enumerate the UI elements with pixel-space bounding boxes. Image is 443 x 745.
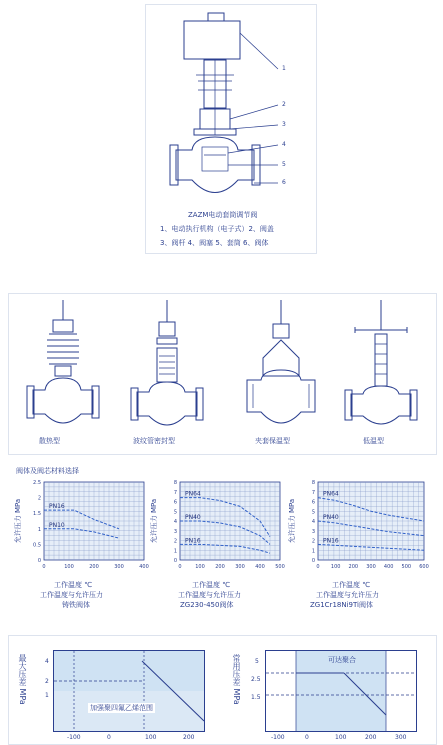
chart2-caption1: 工作温度与允许压力	[316, 591, 379, 599]
chart1-ylabel: 允许压力 MPa	[150, 498, 158, 544]
chart0-ytick: 0.5	[33, 542, 41, 549]
chart1-xtick: 400	[255, 564, 265, 570]
chart2-ytick: 1	[311, 548, 315, 555]
chart1-xtick: 100	[195, 564, 205, 570]
chart0-xtick: 200	[89, 564, 99, 570]
bottom-left-xtick-0: -100	[67, 734, 81, 741]
variant-label-radiator: 散热型	[39, 437, 60, 445]
chart1-caption2: ZG230-450阀体	[180, 601, 234, 609]
chart0-series-label: PN16	[49, 503, 65, 511]
diagram-legend-line2: 3、阀杆 4、阀塞 5、套筒 6、阀体	[160, 239, 269, 247]
chart2-ytick: 2	[311, 538, 315, 545]
chart0-ytick: 1	[37, 526, 41, 533]
chart1-xtick: 500	[275, 564, 285, 570]
diagram-legend-line1: 1、电动执行机构（电子式）2、阀盖	[160, 225, 274, 233]
chart0-xtick: 100	[64, 564, 74, 570]
callout-6: 6	[282, 179, 286, 186]
chart2-xtick: 100	[330, 564, 341, 570]
chart1-ytick: 0	[173, 558, 177, 564]
chart0-caption2: 铸铁阀体	[62, 601, 90, 609]
chart0-ylabel: 允许压力 MPa	[14, 498, 22, 544]
bottom-right-ytick-2: 1.5	[251, 694, 261, 701]
variant-label-jacket: 夹套保温型	[255, 437, 290, 445]
chart2-xlabel: 工作温度 ℃	[332, 581, 371, 589]
bottom-right-xtick-4: 300	[395, 734, 407, 741]
bottom-left-ytick-2: 1	[45, 692, 49, 699]
callout-3: 3	[282, 121, 286, 128]
chart2-ytick: 5	[311, 509, 315, 516]
bottom-right-region-label: 可达聚合	[328, 656, 356, 664]
bottom-right-ylabel: 常用压差 MPa	[232, 654, 241, 705]
chart1-ytick: 3	[173, 528, 177, 535]
bottom-left-xtick-1: 0	[107, 734, 111, 741]
chart2-xtick: 500	[401, 564, 412, 570]
chart0-xlabel: 工作温度 ℃	[54, 581, 93, 589]
bottom-right-ytick-1: 2.5	[251, 676, 261, 683]
variant-lowtemp-drawing	[341, 300, 421, 430]
bottom-left-lines	[54, 651, 204, 731]
chart0-series-label: PN10	[49, 521, 65, 529]
chart2-series-label: PN64	[323, 490, 339, 498]
chart1-xtick: 300	[235, 564, 245, 570]
chart2-xtick: 0	[316, 564, 320, 570]
chart-zg230-svg	[150, 478, 286, 578]
bottom-right-xtick-1: 0	[305, 734, 309, 741]
bottom-left-ytick-1: 2	[45, 678, 49, 685]
bottom-right-plot	[265, 650, 417, 732]
chart2-xtick: 300	[366, 564, 376, 570]
chart1-ytick: 6	[173, 499, 177, 506]
callout-4: 4	[282, 141, 286, 148]
chart0-xtick: 300	[114, 564, 124, 570]
chart2-xtick: 600	[419, 564, 429, 570]
variant-bellows-drawing	[127, 300, 207, 430]
bottom-right-xtick-0: -100	[271, 734, 285, 741]
chart1-ytick: 1	[173, 548, 177, 555]
chart0-ytick: 0	[37, 558, 41, 564]
chart-stainless-svg	[288, 478, 430, 578]
electric-sleeve-valve-drawing	[146, 5, 316, 205]
chart1-series-label: PN40	[185, 514, 201, 521]
chart-cast-iron-svg	[14, 478, 150, 578]
chart1-caption1: 工作温度与允许压力	[178, 591, 241, 599]
chart1-ytick: 5	[173, 509, 177, 516]
bottom-left-xtick-3: 200	[183, 734, 195, 741]
chart1-ytick: 4	[173, 519, 177, 525]
chart2-caption2: ZG1Cr18Ni9Ti阀体	[310, 601, 373, 609]
chart-zg230	[150, 478, 286, 616]
bottom-right-xtick-3: 200	[365, 734, 377, 741]
chart2-xtick: 200	[348, 564, 359, 570]
bottom-left-ylabel: 最大压差 MPa	[18, 654, 27, 705]
chart2-ytick: 0	[311, 558, 315, 564]
chart1-xtick: 0	[178, 564, 182, 570]
chart1-series-label: PN16	[185, 537, 201, 545]
chart1-ytick: 7	[173, 489, 177, 496]
variant-jacket-drawing	[241, 300, 321, 430]
chart2-ylabel: 允许压力 MPa	[288, 498, 296, 544]
chart1-ytick: 8	[173, 480, 177, 486]
chart2-series-label: PN40	[323, 514, 339, 521]
bottom-left-ytick-0: 4	[45, 658, 49, 665]
callout-5: 5	[282, 161, 286, 168]
chart1-xlabel: 工作温度 ℃	[192, 581, 231, 589]
bottom-left-plot	[53, 650, 205, 732]
variant-radiator-drawing	[23, 300, 103, 430]
chart2-xtick: 400	[383, 564, 394, 570]
variants-panel	[8, 293, 437, 455]
main-valve-diagram	[145, 4, 317, 254]
chart2-ytick: 7	[311, 489, 315, 496]
chart1-ytick: 2	[173, 538, 177, 545]
chart2-ytick: 8	[311, 480, 315, 486]
variant-label-bellows: 波纹管密封型	[133, 437, 175, 445]
bottom-right-xtick-2: 100	[335, 734, 347, 741]
chart1-xtick: 200	[215, 564, 225, 570]
chart-stainless	[288, 478, 430, 616]
chart2-ytick: 6	[311, 499, 315, 506]
chart0-ytick: 2.5	[33, 480, 41, 486]
callout-2: 2	[282, 101, 286, 108]
chart0-xtick: 0	[42, 564, 46, 570]
chart2-series-label: PN16	[323, 537, 339, 545]
bottom-panel	[8, 635, 437, 745]
chart2-ytick: 3	[311, 528, 315, 535]
bottom-right-ytick-0: 5	[255, 658, 259, 665]
diagram-title: ZAZM电动套筒调节阀	[188, 211, 258, 219]
chart0-ytick: 1.5	[33, 511, 41, 518]
callout-1: 1	[282, 65, 286, 72]
chart-cast-iron	[14, 478, 150, 616]
chart0-xtick: 400	[139, 564, 149, 570]
section-title: 阀体及阀芯材料选择	[16, 467, 79, 475]
bottom-left-xtick-2: 100	[145, 734, 157, 741]
chart0-caption1: 工作温度与允许压力	[40, 591, 103, 599]
chart0-ytick: 2	[37, 495, 41, 502]
variant-label-lowtemp: 低温型	[363, 437, 384, 445]
chart2-ytick: 4	[311, 519, 315, 525]
chart1-series-label: PN64	[185, 490, 201, 498]
bottom-left-region-label: 加强聚四氟乙烯范围	[90, 704, 153, 712]
